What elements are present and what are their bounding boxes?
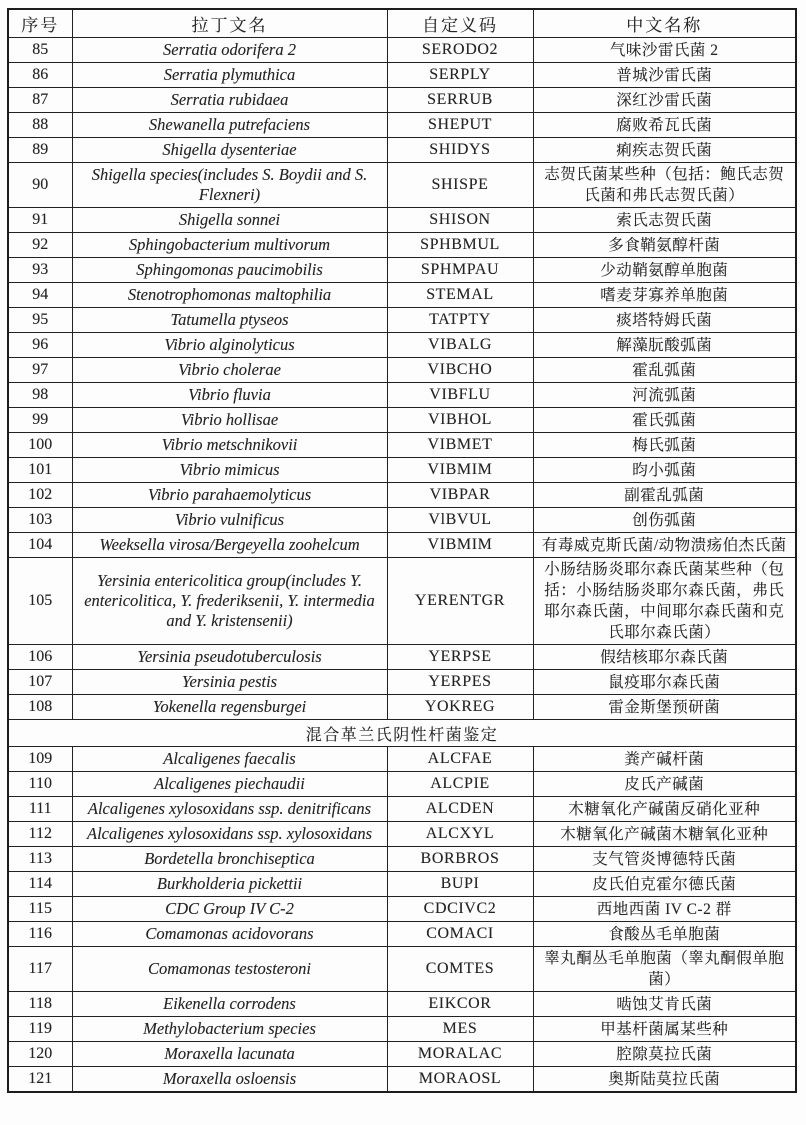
serial-number-cell: 100 bbox=[8, 433, 72, 458]
serial-number-cell: 121 bbox=[8, 1067, 72, 1093]
latin-name-cell: CDC Group IV C-2 bbox=[72, 897, 387, 922]
serial-number-cell: 110 bbox=[8, 772, 72, 797]
chinese-name-cell: 啮蚀艾肯氏菌 bbox=[533, 992, 796, 1017]
latin-name-cell: Vibrio alginolyticus bbox=[72, 333, 387, 358]
custom-code-cell: VlBVUL bbox=[387, 508, 533, 533]
custom-code-cell: SHEPUT bbox=[387, 113, 533, 138]
serial-number-cell: 101 bbox=[8, 458, 72, 483]
latin-name-cell: Sphingomonas paucimobilis bbox=[72, 258, 387, 283]
col-header-custom-code: 自定义码 bbox=[387, 9, 533, 38]
serial-number-cell: 85 bbox=[8, 38, 72, 63]
serial-number-cell: 97 bbox=[8, 358, 72, 383]
latin-name-cell: Shigella sonnei bbox=[72, 208, 387, 233]
latin-name-cell: Bordetella bronchiseptica bbox=[72, 847, 387, 872]
latin-name-cell: Stenotrophomonas maltophilia bbox=[72, 283, 387, 308]
chinese-name-cell: 梅氏弧菌 bbox=[533, 433, 796, 458]
latin-name-cell: Serratia odorifera 2 bbox=[72, 38, 387, 63]
latin-name-cell: Eikenella corrodens bbox=[72, 992, 387, 1017]
serial-number-cell: 109 bbox=[8, 747, 72, 772]
latin-name-cell: Moraxella osloensis bbox=[72, 1067, 387, 1093]
chinese-name-cell: 甲基杆菌属某些种 bbox=[533, 1017, 796, 1042]
custom-code-cell: YERPES bbox=[387, 670, 533, 695]
serial-number-cell: 105 bbox=[8, 558, 72, 645]
custom-code-cell: TATPTY bbox=[387, 308, 533, 333]
latin-name-cell: Moraxella lacunata bbox=[72, 1042, 387, 1067]
chinese-name-cell: 粪产碱杆菌 bbox=[533, 747, 796, 772]
table-row bbox=[8, 88, 796, 113]
table-row bbox=[8, 1067, 796, 1093]
serial-number-cell: 93 bbox=[8, 258, 72, 283]
serial-number-cell: 119 bbox=[8, 1017, 72, 1042]
custom-code-cell: SERODO2 bbox=[387, 38, 533, 63]
latin-name-cell: Yersinia entericolitica group(includes Y. entericolitica, Y. frederiksenii, Y. intermedia and Y. kristensenii) bbox=[72, 558, 387, 645]
serial-number-cell: 90 bbox=[8, 163, 72, 208]
latin-name-cell: Alcaligenes xylosoxidans ssp. xylosoxidans bbox=[72, 822, 387, 847]
latin-name-cell: Vibrio parahaemolyticus bbox=[72, 483, 387, 508]
custom-code-cell: EIKCOR bbox=[387, 992, 533, 1017]
custom-code-cell: YERENTGR bbox=[387, 558, 533, 645]
table-row bbox=[8, 822, 796, 847]
chinese-name-cell: 腐败希瓦氏菌 bbox=[533, 113, 796, 138]
custom-code-cell: COMACI bbox=[387, 922, 533, 947]
table-row bbox=[8, 872, 796, 897]
serial-number-cell: 104 bbox=[8, 533, 72, 558]
latin-name-cell: Alcaligenes xylosoxidans ssp. denitrificans bbox=[72, 797, 387, 822]
custom-code-cell: SPHBMUL bbox=[387, 233, 533, 258]
table-row bbox=[8, 233, 796, 258]
table-body bbox=[8, 38, 796, 1093]
chinese-name-cell: 食酸丛毛单胞菌 bbox=[533, 922, 796, 947]
latin-name-cell: Comamonas acidovorans bbox=[72, 922, 387, 947]
custom-code-cell: VIBPAR bbox=[387, 483, 533, 508]
serial-number-cell: 112 bbox=[8, 822, 72, 847]
chinese-name-cell: 支气管炎博德特氏菌 bbox=[533, 847, 796, 872]
table-row bbox=[8, 138, 796, 163]
table-row bbox=[8, 258, 796, 283]
serial-number-cell: 115 bbox=[8, 897, 72, 922]
table-row bbox=[8, 992, 796, 1017]
latin-name-cell: Weeksella virosa/Bergeyella zoohelcum bbox=[72, 533, 387, 558]
chinese-name-cell: 创伤弧菌 bbox=[533, 508, 796, 533]
serial-number-cell: 114 bbox=[8, 872, 72, 897]
table-row bbox=[8, 747, 796, 772]
table-row bbox=[8, 208, 796, 233]
custom-code-cell: VIBALG bbox=[387, 333, 533, 358]
custom-code-cell: ALCPIE bbox=[387, 772, 533, 797]
latin-name-cell: Comamonas testosteroni bbox=[72, 947, 387, 992]
table-row bbox=[8, 533, 796, 558]
latin-name-cell: Serratia rubidaea bbox=[72, 88, 387, 113]
serial-number-cell: 95 bbox=[8, 308, 72, 333]
serial-number-cell: 118 bbox=[8, 992, 72, 1017]
serial-number-cell: 106 bbox=[8, 645, 72, 670]
chinese-name-cell: 小肠结肠炎耶尔森氏菌某些种（包括：小肠结肠炎耶尔森氏菌，弗氏耶尔森氏菌，中间耶尔森氏菌和克氏耶尔森氏菌） bbox=[533, 558, 796, 645]
chinese-name-cell: 少动鞘氨醇单胞菌 bbox=[533, 258, 796, 283]
table-row bbox=[8, 797, 796, 822]
chinese-name-cell: 假结核耶尔森氏菌 bbox=[533, 645, 796, 670]
serial-number-cell: 98 bbox=[8, 383, 72, 408]
chinese-name-cell: 雷金斯堡预研菌 bbox=[533, 695, 796, 720]
serial-number-cell: 92 bbox=[8, 233, 72, 258]
bacteria-identification-table bbox=[7, 8, 797, 1093]
table-row bbox=[8, 383, 796, 408]
custom-code-cell: VIBFLU bbox=[387, 383, 533, 408]
table-row bbox=[8, 1017, 796, 1042]
table-row bbox=[8, 645, 796, 670]
table-row bbox=[8, 897, 796, 922]
chinese-name-cell: 霍氏弧菌 bbox=[533, 408, 796, 433]
custom-code-cell: COMTES bbox=[387, 947, 533, 992]
col-header-serial-number: 序号 bbox=[8, 9, 72, 38]
chinese-name-cell: 痰塔特姆氏菌 bbox=[533, 308, 796, 333]
custom-code-cell: SHIDYS bbox=[387, 138, 533, 163]
chinese-name-cell: 河流弧菌 bbox=[533, 383, 796, 408]
serial-number-cell: 88 bbox=[8, 113, 72, 138]
section-header-label: 混合革兰氏阴性杆菌鉴定 bbox=[8, 720, 796, 747]
latin-name-cell: Methylobacterium species bbox=[72, 1017, 387, 1042]
serial-number-cell: 117 bbox=[8, 947, 72, 992]
chinese-name-cell: 志贺氏菌某些种（包括：鲍氏志贺氏菌和弗氏志贺氏菌） bbox=[533, 163, 796, 208]
latin-name-cell: Vibrio mimicus bbox=[72, 458, 387, 483]
table-row bbox=[8, 433, 796, 458]
custom-code-cell: VIBHOL bbox=[387, 408, 533, 433]
serial-number-cell: 103 bbox=[8, 508, 72, 533]
col-header-latin-name: 拉丁文名 bbox=[72, 9, 387, 38]
table-row bbox=[8, 163, 796, 208]
custom-code-cell: MES bbox=[387, 1017, 533, 1042]
chinese-name-cell: 痢疾志贺氏菌 bbox=[533, 138, 796, 163]
table-row bbox=[8, 483, 796, 508]
latin-name-cell: Shigella species(includes S. Boydii and S. Flexneri) bbox=[72, 163, 387, 208]
chinese-name-cell: 奥斯陆莫拉氏菌 bbox=[533, 1067, 796, 1093]
chinese-name-cell: 索氏志贺氏菌 bbox=[533, 208, 796, 233]
chinese-name-cell: 多食鞘氨醇杆菌 bbox=[533, 233, 796, 258]
serial-number-cell: 102 bbox=[8, 483, 72, 508]
chinese-name-cell: 普城沙雷氏菌 bbox=[533, 63, 796, 88]
latin-name-cell: Shigella dysenteriae bbox=[72, 138, 387, 163]
table-row bbox=[8, 113, 796, 138]
custom-code-cell: MORAOSL bbox=[387, 1067, 533, 1093]
latin-name-cell: Vibrio hollisae bbox=[72, 408, 387, 433]
chinese-name-cell: 深红沙雷氏菌 bbox=[533, 88, 796, 113]
serial-number-cell: 87 bbox=[8, 88, 72, 113]
chinese-name-cell: 木糖氧化产碱菌木糖氧化亚种 bbox=[533, 822, 796, 847]
chinese-name-cell: 昀小弧菌 bbox=[533, 458, 796, 483]
serial-number-cell: 108 bbox=[8, 695, 72, 720]
latin-name-cell: Burkholderia pickettii bbox=[72, 872, 387, 897]
serial-number-cell: 99 bbox=[8, 408, 72, 433]
latin-name-cell: Yokenella regensburgei bbox=[72, 695, 387, 720]
chinese-name-cell: 气味沙雷氏菌 2 bbox=[533, 38, 796, 63]
latin-name-cell: Vibrio cholerae bbox=[72, 358, 387, 383]
chinese-name-cell: 皮氏产碱菌 bbox=[533, 772, 796, 797]
table-row bbox=[8, 63, 796, 88]
chinese-name-cell: 解藻朊酸弧菌 bbox=[533, 333, 796, 358]
custom-code-cell: MORALAC bbox=[387, 1042, 533, 1067]
latin-name-cell: Sphingobacterium multivorum bbox=[72, 233, 387, 258]
custom-code-cell: VIBMIM bbox=[387, 533, 533, 558]
chinese-name-cell: 皮氏伯克霍尔德氏菌 bbox=[533, 872, 796, 897]
table-row bbox=[8, 695, 796, 720]
table-row bbox=[8, 308, 796, 333]
custom-code-cell: VIBMET bbox=[387, 433, 533, 458]
chinese-name-cell: 霍乱弧菌 bbox=[533, 358, 796, 383]
table-row bbox=[8, 947, 796, 992]
table-row bbox=[8, 333, 796, 358]
table-row bbox=[8, 38, 796, 63]
latin-name-cell: Vibrio metschnikovii bbox=[72, 433, 387, 458]
table-row bbox=[8, 283, 796, 308]
table-row bbox=[8, 772, 796, 797]
serial-number-cell: 113 bbox=[8, 847, 72, 872]
custom-code-cell: BORBROS bbox=[387, 847, 533, 872]
table-header-row bbox=[8, 9, 796, 38]
latin-name-cell: Yersinia pestis bbox=[72, 670, 387, 695]
section-header-row bbox=[8, 720, 796, 747]
custom-code-cell: ALCXYL bbox=[387, 822, 533, 847]
table-row bbox=[8, 508, 796, 533]
serial-number-cell: 120 bbox=[8, 1042, 72, 1067]
custom-code-cell: YOKREG bbox=[387, 695, 533, 720]
table-row bbox=[8, 847, 796, 872]
chinese-name-cell: 西地西菌 IV C-2 群 bbox=[533, 897, 796, 922]
custom-code-cell: SPHMPAU bbox=[387, 258, 533, 283]
table-row bbox=[8, 922, 796, 947]
custom-code-cell: YERPSE bbox=[387, 645, 533, 670]
chinese-name-cell: 有毒威克斯氏菌/动物溃疡伯杰氏菌 bbox=[533, 533, 796, 558]
custom-code-cell: VIBCHO bbox=[387, 358, 533, 383]
custom-code-cell: ALCDEN bbox=[387, 797, 533, 822]
chinese-name-cell: 副霍乱弧菌 bbox=[533, 483, 796, 508]
latin-name-cell: Vibrio fluvia bbox=[72, 383, 387, 408]
custom-code-cell: STEMAL bbox=[387, 283, 533, 308]
latin-name-cell: Serratia plymuthica bbox=[72, 63, 387, 88]
latin-name-cell: Alcaligenes faecalis bbox=[72, 747, 387, 772]
table-row bbox=[8, 558, 796, 645]
latin-name-cell: Tatumella ptyseos bbox=[72, 308, 387, 333]
serial-number-cell: 116 bbox=[8, 922, 72, 947]
serial-number-cell: 111 bbox=[8, 797, 72, 822]
custom-code-cell: BUPI bbox=[387, 872, 533, 897]
serial-number-cell: 89 bbox=[8, 138, 72, 163]
latin-name-cell: Yersinia pseudotuberculosis bbox=[72, 645, 387, 670]
custom-code-cell: VIBMIM bbox=[387, 458, 533, 483]
table-row bbox=[8, 670, 796, 695]
latin-name-cell: Vibrio vulnificus bbox=[72, 508, 387, 533]
table-row bbox=[8, 458, 796, 483]
custom-code-cell: SERRUB bbox=[387, 88, 533, 113]
chinese-name-cell: 睾丸酮丛毛单胞菌（睾丸酮假单胞菌） bbox=[533, 947, 796, 992]
latin-name-cell: Alcaligenes piechaudii bbox=[72, 772, 387, 797]
serial-number-cell: 91 bbox=[8, 208, 72, 233]
serial-number-cell: 94 bbox=[8, 283, 72, 308]
chinese-name-cell: 腔隙莫拉氏菌 bbox=[533, 1042, 796, 1067]
serial-number-cell: 96 bbox=[8, 333, 72, 358]
serial-number-cell: 86 bbox=[8, 63, 72, 88]
custom-code-cell: SHISPE bbox=[387, 163, 533, 208]
chinese-name-cell: 嗜麦芽寡养单胞菌 bbox=[533, 283, 796, 308]
custom-code-cell: CDCIVC2 bbox=[387, 897, 533, 922]
custom-code-cell: ALCFAE bbox=[387, 747, 533, 772]
latin-name-cell: Shewanella putrefaciens bbox=[72, 113, 387, 138]
custom-code-cell: SHISON bbox=[387, 208, 533, 233]
serial-number-cell: 107 bbox=[8, 670, 72, 695]
table-row bbox=[8, 408, 796, 433]
chinese-name-cell: 木糖氧化产碱菌反硝化亚种 bbox=[533, 797, 796, 822]
col-header-chinese-name: 中文名称 bbox=[533, 9, 796, 38]
chinese-name-cell: 鼠疫耶尔森氏菌 bbox=[533, 670, 796, 695]
custom-code-cell: SERPLY bbox=[387, 63, 533, 88]
table-row bbox=[8, 358, 796, 383]
table-row bbox=[8, 1042, 796, 1067]
